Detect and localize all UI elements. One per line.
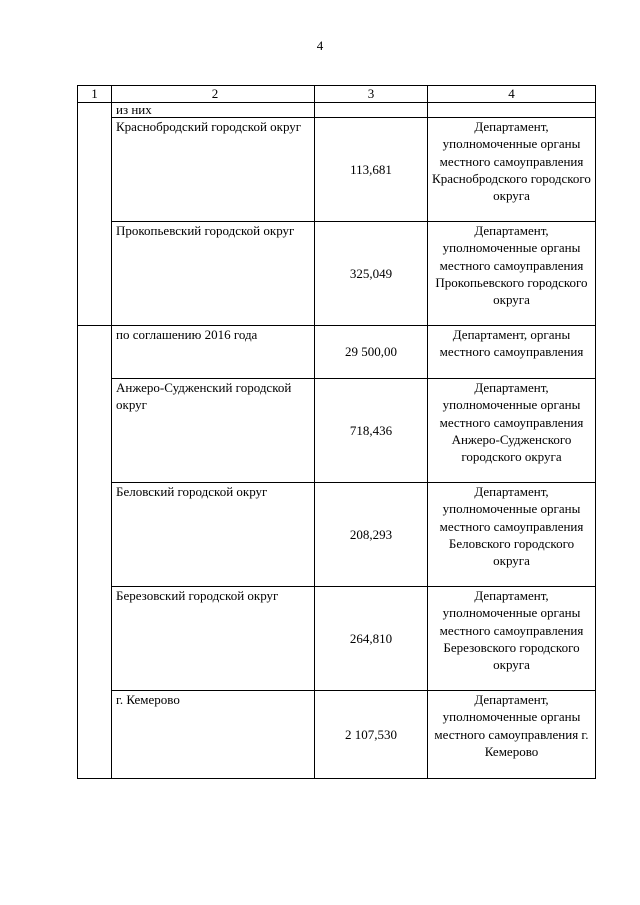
row-name: Анжеро-Судженский городской округ: [112, 379, 315, 483]
table-row: [78, 587, 596, 691]
empty-cell: [315, 103, 428, 118]
row-amount: 718,436: [315, 379, 428, 483]
row-name: г. Кемерово: [112, 691, 315, 779]
subheading-cell: из них: [112, 103, 315, 118]
header-col-2: 2: [112, 86, 315, 103]
header-col-3: 3: [315, 86, 428, 103]
empty-cell: [428, 103, 596, 118]
row-amount: 29 500,00: [315, 326, 428, 379]
row-amount: 2 107,530: [315, 691, 428, 779]
row-executor: Департамент, уполномоченные органы местного самоуправления Прокопьевского городского округа: [428, 222, 596, 326]
table-row: [78, 483, 596, 587]
row-name: Краснобродский городской округ: [112, 118, 315, 222]
row-amount: 113,681: [315, 118, 428, 222]
row-executor: Департамент, уполномоченные органы местного самоуправления г. Кемерово: [428, 691, 596, 779]
header-col-1: 1: [78, 86, 112, 103]
row-amount: 208,293: [315, 483, 428, 587]
row-executor: Департамент, уполномоченные органы местного самоуправления Березовского городского округа: [428, 587, 596, 691]
row-name: Беловский городской округ: [112, 483, 315, 587]
row-name: Прокопьевский городской округ: [112, 222, 315, 326]
table-header-row: [78, 86, 596, 103]
row-executor: Департамент, органы местного самоуправления: [428, 326, 596, 379]
table-row: [78, 379, 596, 483]
page-number: 4: [316, 38, 324, 53]
row-executor: Департамент, уполномоченные органы местного самоуправления Беловского городского округа: [428, 483, 596, 587]
table-row: [78, 222, 596, 326]
row-name: Березовский городской округ: [112, 587, 315, 691]
row-name: по соглашению 2016 года: [112, 326, 315, 379]
row-executor: Департамент, уполномоченные органы местного самоуправления Краснобродского городского округа: [428, 118, 596, 222]
row-amount: 325,049: [315, 222, 428, 326]
subheading-row: [78, 103, 596, 118]
budget-table: [77, 85, 596, 779]
table-row: [78, 691, 596, 779]
table-row: [78, 118, 596, 222]
row-executor: Департамент, уполномоченные органы местного самоуправления Анжеро-Судженского городского округа: [428, 379, 596, 483]
row-number-cell: [78, 103, 112, 326]
table-row: [78, 326, 596, 379]
row-number-cell: [78, 326, 112, 779]
header-col-4: 4: [428, 86, 596, 103]
row-amount: 264,810: [315, 587, 428, 691]
